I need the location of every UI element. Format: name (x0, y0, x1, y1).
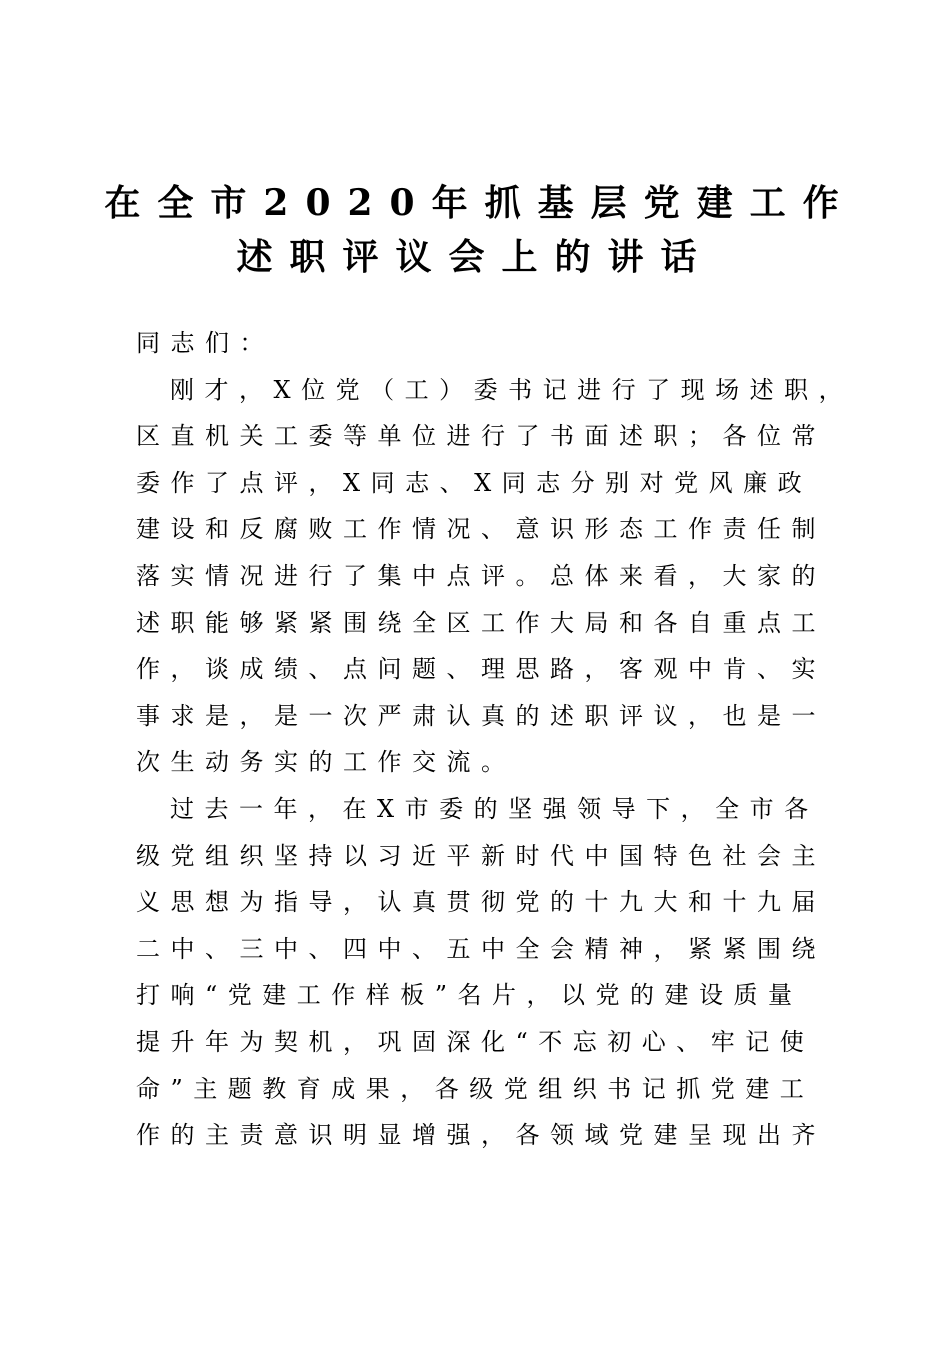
body-line: 述职能够紧紧围绕全区工作大局和各自重点工 (136, 608, 826, 637)
body-line: 建设和反腐败工作情况、意识形态工作责任制 (136, 515, 826, 544)
body-line: 过去一年，在X市委的坚强领导下，全市各 (170, 794, 819, 823)
title-line-1: 在全市2020年抓基层党建工作 (104, 182, 856, 224)
body-line: 区直机关工委等单位进行了书面述职；各位常 (136, 422, 826, 451)
body-line: 命”主题教育成果，各级党组织书记抓党建工 (136, 1074, 815, 1103)
body-line: 二中、三中、四中、五中全会精神，紧紧围绕 (136, 934, 826, 963)
body-line: 次生动务实的工作交流。 (136, 748, 516, 777)
body-line: 委作了点评，X同志、X同志分别对党风廉政 (136, 468, 813, 497)
body-line: 打响“党建工作样板”名片，以党的建设质量 (136, 981, 803, 1010)
document-body (136, 320, 854, 1159)
salutation: 同志们： (136, 329, 274, 357)
body-line: 作，谈成绩、点问题、理思路，客观中肯、实 (136, 655, 826, 684)
body-line: 义思想为指导，认真贯彻党的十九大和十九届 (136, 888, 826, 917)
body-line: 落实情况进行了集中点评。总体来看，大家的 (136, 561, 826, 590)
body-line: 刚才，X位党（工）委书记进行了现场述职， (170, 375, 854, 404)
body-line: 作的主责意识明显增强，各领域党建呈现出齐 (136, 1121, 826, 1150)
document-title (0, 176, 950, 284)
title-line-2: 述职评议会上的讲话 (236, 236, 714, 278)
body-line: 事求是，是一次严肃认真的述职评议，也是一 (136, 701, 826, 730)
body-line: 级党组织坚持以习近平新时代中国特色社会主 (136, 841, 826, 870)
body-line: 提升年为契机，巩固深化“不忘初心、牢记使 (136, 1027, 815, 1056)
